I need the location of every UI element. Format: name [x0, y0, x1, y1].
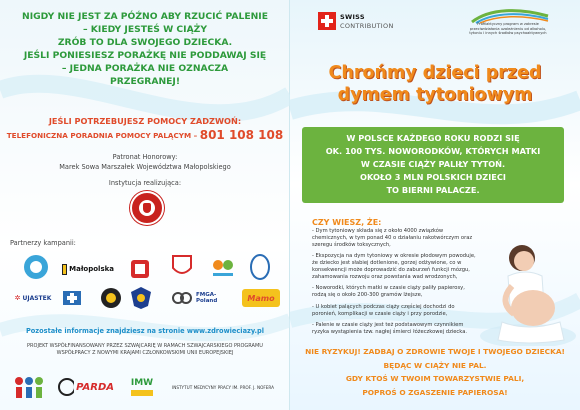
pregnant-woman-image — [478, 236, 578, 346]
headline-line: – JEDNA PORAŻKA NIE OZNACZA — [61, 63, 229, 74]
slogan-line: POPROŚ O ZGASZENIE PAPIEROSA! — [362, 387, 508, 397]
patron-label: Patronat Honorowy: — [112, 153, 178, 161]
bottom-logo-nofer — [160, 380, 286, 394]
headline — [8, 10, 282, 88]
main-title — [290, 62, 580, 106]
stat-line: W POLSCE KAŻDEGO ROKU RODZI SIĘ — [346, 133, 520, 143]
swiss-flag-icon — [318, 12, 336, 30]
slogan-line: GDY KTOŚ W TWOIM TOWARZYSTWIE PALI, — [345, 374, 525, 383]
headline-line: NIGDY NIE JEST ZA PÓŹNO ABY RZUCIĆ PALENIE — [22, 11, 268, 22]
patron-name: Marek Sowa Marszałek Województwa Małopolskiego — [59, 163, 231, 171]
slogan-line: NIE RYZYKUJ! ZADBAJ O ZDROWIE TWOJE I TWOJEGO DZIECKA! — [305, 347, 565, 356]
slogans — [290, 345, 580, 399]
title-line: Chrońmy dzieci przed — [328, 63, 542, 83]
partner-logo-police — [130, 286, 152, 310]
project-note — [0, 343, 290, 357]
partners-label: Partnerzy kampanii: — [10, 239, 76, 247]
partner-fmga-text: FMGA-Poland — [196, 292, 218, 304]
partner-logo-fmga — [196, 292, 236, 304]
partner-ujastek-text: UJASTEK — [22, 294, 52, 302]
bottom-logo-imw — [128, 372, 156, 402]
more-info-link[interactable]: Pozostałe informacje znajdziesz na stronie www.zdrowieciazy.pl — [25, 327, 265, 335]
help-line: JEŚLI POTRZEBUJESZ POMOCY ZADZWOŃ: — [48, 116, 242, 126]
partner-logo-malopolska — [62, 262, 114, 276]
fact-item: - Palenie w czasie ciąży jest też podstawowym czynnikiem ryzyka wystąpienia tzw. nagłej śmierci łóżeczkowej dziecka. — [312, 321, 468, 335]
partner-malopolska-text: Małopolska — [69, 265, 114, 273]
stat-line: OKOŁO 3 MLN POLSKICH DZIECI — [360, 172, 506, 182]
headline-line: PRZEGRANEJ! — [109, 76, 181, 87]
fact-item: - U kobiet palących podczas ciąży częściej dochodzi do poronień, komplikacji w czasie ciąży i przy porodzie, — [312, 303, 455, 317]
partner-logo-ujastek: ✲ UJASTEK — [14, 294, 52, 302]
helpline-text — [0, 128, 290, 142]
institution-label: Instytucja realizująca: — [108, 179, 182, 187]
project-note-line: PROJEKT WSPÓŁFINANSOWANY PRZEZ SZWAJCARIĘ W RAMACH SZWAJCARSKIEGO PROGRAMU — [27, 343, 263, 349]
did-you-know-heading: CZY WIESZ, ŻE: — [312, 218, 382, 227]
partner-mamo-text: Mamo — [247, 293, 275, 303]
slogan-line: BĘDĄC W CIĄŻY NIE PAL. — [383, 360, 487, 370]
bottom-logo-figures — [10, 374, 48, 400]
fact-item: - Dym tytoniowy składa się z około 4000 związków chemicznych, w tym ponad 40 o działaniu rakotwórczym oraz szeregu środków toksycznych, — [312, 228, 473, 248]
partner-logo-szpital — [208, 254, 238, 280]
headline-line: JEŚLI PONIESIESZ PORAŻKĘ NIE PODDAWAJ SIĘ — [23, 50, 267, 61]
statistics-box — [302, 127, 564, 203]
institution-emblem — [130, 191, 164, 225]
project-note-line: WSPÓŁPRACY Z NOWYMI KRAJAMI CZŁONKOWSKIMI UNII EUROPEJSKIEJ — [56, 350, 234, 356]
partner-logo-red — [128, 258, 152, 280]
partner-logo-badge — [100, 286, 122, 310]
contribution-text: CONTRIBUTION — [340, 22, 394, 30]
stat-line: W CZASIE CIĄŻY PALIŁY TYTOŃ. — [360, 159, 506, 169]
partner-logo-mamo — [242, 289, 280, 307]
bottom-logo-parda — [58, 376, 114, 398]
partner-logo-cross — [62, 290, 82, 306]
stat-line: OK. 100 TYS. NOWORODKÓW, KTÓRYCH MATKI — [325, 146, 541, 156]
partner-logo-circle — [18, 252, 54, 282]
headline-line: – KIEDY JESTEŚ W CIĄŻY — [82, 24, 207, 35]
parda-text: PARDA — [76, 381, 114, 393]
fact-item: - Noworodki, których matki w czasie ciąży paliły papierosy, rodzą się o około 200-300 gramów lżejsze, — [312, 285, 465, 299]
imw-text: IMW — [130, 378, 154, 388]
title-line: dymem tytoniowym — [337, 85, 533, 105]
partner-logo-shield — [170, 254, 194, 280]
facts-list — [312, 228, 477, 340]
fact-item: - Ekspozycja na dym tytoniowy w okresie płodowym powoduje, że dziecko jest słabiej dotlenione, gorzej odżywione, co w konsekwencji może doprowadzić do zaburzeń funkcji mózgu, zahamowania rozwoju oraz powstania wad wrodzonych, — [312, 253, 476, 280]
partner-logo-oval — [248, 253, 272, 281]
helpline-phone: 801 108 108 — [199, 128, 284, 142]
headline-line: ZRÓB TO DLA SWOJEGO DZIECKA. — [57, 37, 233, 48]
nofer-text: INSTYTUT MEDYCYNY PRACY IM. PROF. J. NOFERA — [171, 384, 275, 390]
stat-line: TO BIERNI PALACZE. — [386, 185, 480, 195]
partner-logo-link — [172, 290, 192, 306]
swiss-text: SWISS — [340, 13, 365, 21]
helpline-label: TELEFONICZNA PORADNIA POMOCY PALĄCYM – — [6, 131, 198, 140]
programme-text: Profilaktyczny program w zakresie przeciwdziałania uzależnieniu od alkoholu, tytoniu i innych środków psychoaktywnych — [469, 22, 547, 36]
